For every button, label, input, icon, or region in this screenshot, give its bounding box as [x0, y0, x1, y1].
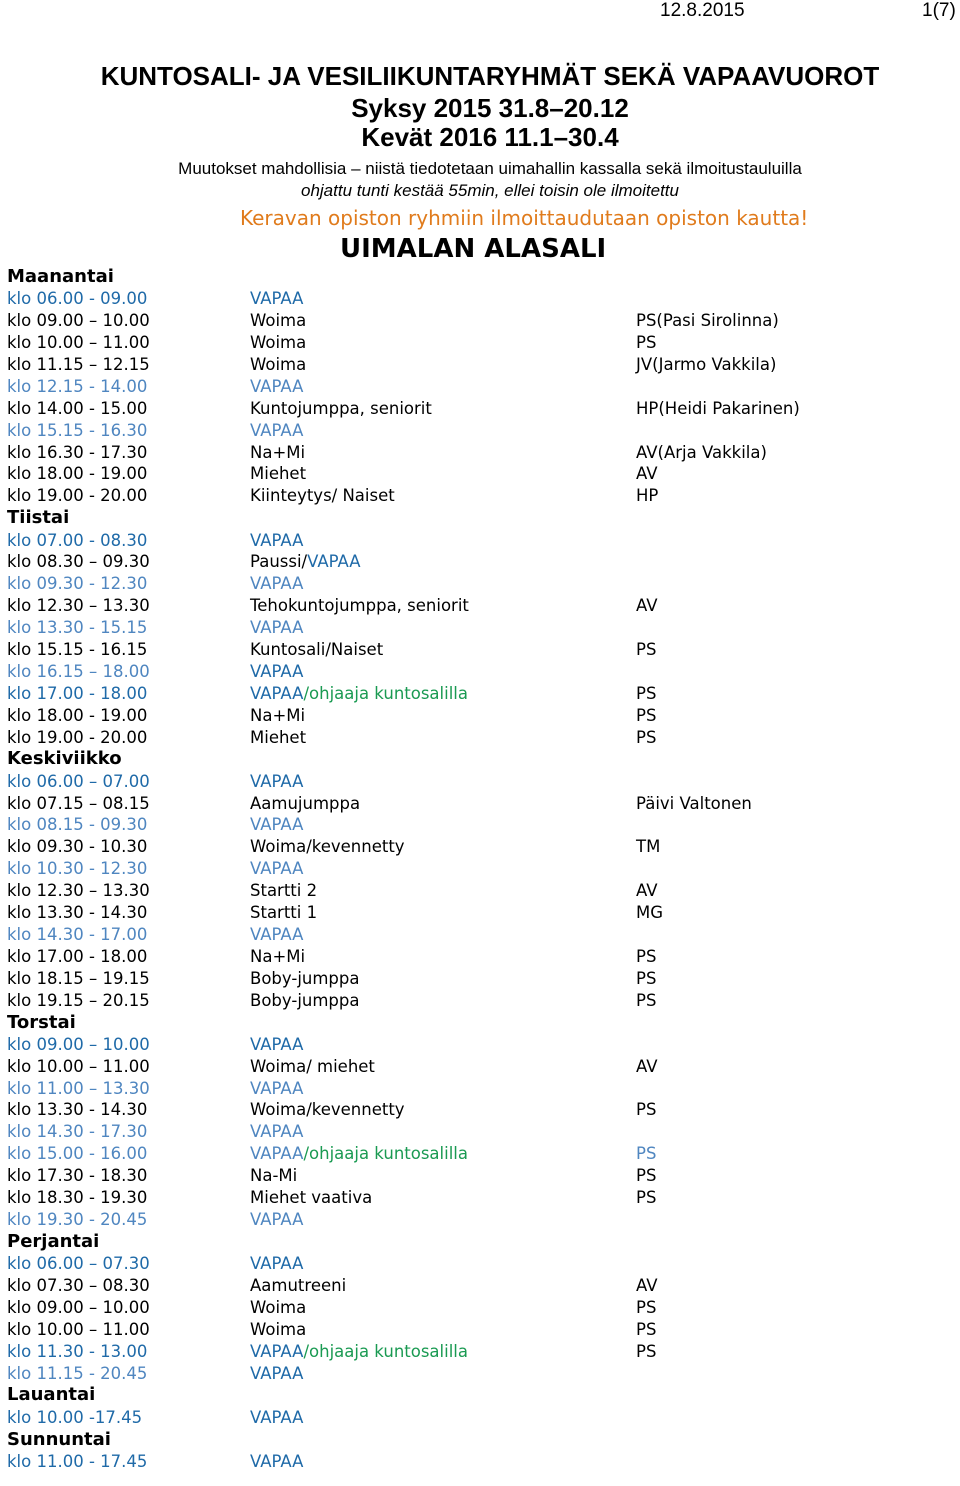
schedule-row: [7, 1143, 952, 1165]
time-slot: klo 11.00 – 13.30: [7, 1078, 150, 1098]
schedule-row: [7, 990, 952, 1012]
time-slot: klo 14.00 - 15.00: [7, 398, 148, 418]
time-slot: klo 10.00 – 11.00: [7, 1319, 150, 1339]
page-number: 1(7): [922, 0, 956, 21]
instructor: PS: [636, 333, 657, 353]
activity-cell: [250, 880, 317, 902]
schedule-row: [7, 1451, 952, 1473]
schedule-row: [7, 968, 952, 990]
time-slot: klo 17.00 - 18.00: [7, 683, 148, 703]
schedule-row: [7, 793, 952, 815]
instructor: PS: [636, 1188, 657, 1208]
time-slot: klo 09.30 - 12.30: [7, 574, 148, 594]
day-heading: Keskiviikko: [7, 748, 122, 770]
schedule-row: [7, 727, 952, 749]
activity-name: VAPAA: [250, 1078, 304, 1098]
schedule-row: [7, 1078, 952, 1100]
time-slot: klo 18.30 - 19.30: [7, 1188, 148, 1208]
changes-note: Muutokset mahdollisia – niistä tiedotetaan uimahallin kassalla sekä ilmoitustauluilla: [178, 159, 802, 178]
spring-period: Kevät 2016 11.1–30.4: [361, 122, 619, 152]
time-slot: klo 12.30 – 13.30: [7, 881, 150, 901]
instructor: PS: [636, 1100, 657, 1120]
activity-cell: [250, 376, 303, 398]
instructor: Päivi Valtonen: [636, 793, 752, 813]
activity-name: Woima: [250, 311, 307, 331]
instructor: TM: [636, 837, 661, 857]
activity-name: Miehet vaativa: [250, 1188, 373, 1208]
registration-note: Keravan opiston ryhmiin ilmoittaudutaan opiston kautta!: [240, 206, 809, 230]
schedule-row: [7, 902, 952, 924]
activity-name: Miehet: [250, 727, 307, 747]
activity-cell: [250, 332, 306, 354]
instructor: AV: [636, 1276, 658, 1295]
instructor: PS: [636, 683, 657, 703]
schedule-row: [7, 1407, 952, 1429]
activity-name: VAPAA: [250, 661, 304, 681]
schedule-row: [7, 814, 952, 836]
activity-name: Na+Mi: [250, 946, 306, 966]
time-slot: klo 09.00 – 10.00: [7, 1297, 150, 1317]
activity-cell: [250, 793, 360, 815]
activity-cell: [250, 1407, 303, 1429]
activity-cell: [250, 727, 306, 749]
activity-name: Woima/ miehet: [250, 1056, 375, 1076]
activity-cell: [250, 946, 305, 968]
activity-cell: [250, 683, 468, 705]
day-heading: Torstai: [7, 1011, 76, 1033]
time-slot: klo 15.15 - 16.15: [7, 639, 148, 659]
document-title: KUNTOSALI- JA VESILIIKUNTARYHMÄT SEKÄ VAPAAVUOROT: [100, 61, 880, 91]
instructor: AV: [636, 596, 658, 616]
activity-name: VAPAA: [250, 1254, 304, 1274]
time-slot: klo 09.00 – 10.00: [7, 1034, 150, 1054]
instructor: PS: [636, 968, 657, 988]
activity-name: Kuntosali/Naiset: [250, 639, 384, 659]
schedule-row: [7, 1165, 952, 1187]
activity-name: Kiinteytys/ Naiset: [250, 486, 395, 506]
schedule-list: [7, 266, 952, 1473]
instructor: HP(Heidi Pakarinen): [636, 398, 800, 418]
activity-name: Woima: [250, 333, 307, 353]
activity-extra: /ohjaaja kuntosalilla: [303, 1341, 468, 1361]
time-slot: klo 08.15 - 09.30: [7, 815, 148, 835]
schedule-row: [7, 1275, 952, 1297]
time-slot: klo 18.15 – 19.15: [7, 968, 150, 988]
activity-cell: [250, 1078, 303, 1100]
duration-note: ohjattu tunti kestää 55min, ellei toisin ole ilmoitettu: [301, 181, 679, 200]
activity-cell: [250, 771, 303, 793]
schedule-row: [7, 661, 952, 683]
schedule-row: [7, 1209, 952, 1231]
schedule-row: [7, 683, 952, 705]
activity-name: Startti 2: [250, 881, 318, 901]
instructor: PS: [636, 990, 657, 1010]
day-heading: Perjantai: [7, 1230, 100, 1252]
time-slot: klo 16.15 – 18.00: [7, 661, 150, 681]
activity-name: Woima/kevennetty: [250, 837, 405, 857]
schedule-row: [7, 617, 952, 639]
schedule-row: [7, 1253, 952, 1275]
schedule-row: [7, 398, 952, 420]
time-slot: klo 07.00 - 08.30: [7, 530, 148, 550]
activity-cell: [250, 1451, 303, 1473]
activity-name: VAPAA: [250, 530, 304, 550]
activity-cell: [250, 661, 303, 683]
activity-cell: [250, 1034, 303, 1056]
schedule-row: [7, 485, 952, 507]
time-slot: klo 12.15 - 14.00: [7, 376, 148, 396]
instructor: PS: [636, 639, 657, 659]
activity-name: VAPAA: [250, 618, 304, 638]
activity-cell: [250, 551, 361, 573]
activity-cell: [250, 858, 303, 880]
activity-cell: [250, 595, 469, 617]
schedule-row: [7, 332, 952, 354]
instructor: PS: [636, 1166, 657, 1186]
instructor: AV(Arja Vakkila): [636, 442, 767, 462]
activity-name: Tehokuntojumppa, seniorit: [250, 596, 469, 616]
instructor: PS: [636, 705, 657, 725]
schedule-row: [7, 420, 952, 442]
schedule-row: [7, 442, 952, 464]
schedule-row: [7, 530, 952, 552]
activity-name: VAPAA: [250, 683, 304, 703]
activity-cell: [250, 442, 305, 464]
activity-cell: [250, 1253, 303, 1275]
schedule-row: [7, 705, 952, 727]
schedule-row: [7, 595, 952, 617]
time-slot: klo 13.30 - 14.30: [7, 1100, 148, 1120]
instructor: PS: [636, 1319, 657, 1339]
schedule-row: [7, 858, 952, 880]
activity-name: Na+Mi: [250, 705, 306, 725]
activity-name: VAPAA: [250, 815, 304, 835]
activity-name: VAPAA: [250, 289, 304, 309]
schedule-row: [7, 288, 952, 310]
schedule-row: [7, 836, 952, 858]
schedule-row: [7, 924, 952, 946]
instructor: AV: [636, 464, 658, 484]
time-slot: klo 07.30 – 08.30: [7, 1276, 150, 1295]
activity-cell: [250, 705, 305, 727]
activity-name: Startti 1: [250, 903, 318, 923]
time-slot: klo 09.00 – 10.00: [7, 311, 150, 331]
activity-name: Woima/kevennetty: [250, 1100, 405, 1120]
schedule-row: [7, 310, 952, 332]
schedule-row: [7, 354, 952, 376]
time-slot: klo 06.00 - 09.00: [7, 289, 148, 309]
activity-cell: [250, 639, 383, 661]
time-slot: klo 11.30 - 13.00: [7, 1341, 148, 1361]
activity-name: VAPAA: [250, 1034, 304, 1054]
activity-name: VAPAA: [250, 1122, 304, 1142]
activity-cell: [250, 968, 360, 990]
time-slot: klo 14.30 - 17.30: [7, 1122, 148, 1142]
activity-name: Kuntojumppa, seniorit: [250, 398, 432, 418]
time-slot: klo 17.30 - 18.30: [7, 1166, 148, 1186]
activity-name: Miehet: [250, 464, 307, 484]
activity-cell: [250, 463, 306, 485]
schedule-row: [7, 1121, 952, 1143]
activity-cell: [250, 1121, 303, 1143]
schedule-row: [7, 463, 952, 485]
activity-cell: [250, 990, 360, 1012]
instructor: MG: [636, 903, 664, 923]
activity-name: VAPAA: [250, 859, 304, 879]
schedule-row: [7, 1034, 952, 1056]
schedule-row: [7, 1297, 952, 1319]
activity-name: VAPAA: [250, 574, 304, 594]
activity-cell: [250, 573, 303, 595]
activity-cell: [250, 530, 303, 552]
activity-name: VAPAA: [250, 1144, 304, 1164]
activity-cell: [250, 1056, 375, 1078]
activity-name: Aamutreeni: [250, 1276, 347, 1295]
activity-cell: [250, 1319, 306, 1341]
activity-cell: [250, 310, 306, 332]
day-heading: Tiistai: [7, 507, 70, 529]
schedule-row: [7, 376, 952, 398]
instructor: PS: [636, 946, 657, 966]
instructor: PS: [636, 727, 657, 747]
time-slot: klo 10.30 - 12.30: [7, 859, 148, 879]
activity-cell: [250, 1297, 306, 1319]
instructor: AV: [636, 1056, 658, 1076]
activity-name: VAPAA: [250, 771, 304, 791]
instructor: PS: [636, 1341, 657, 1361]
pool-section-title: UIMALAN ALASALI: [340, 234, 607, 264]
time-slot: klo 08.30 – 09.30: [7, 552, 150, 572]
time-slot: klo 10.00 – 11.00: [7, 1056, 150, 1076]
time-slot: klo 18.00 - 19.00: [7, 464, 148, 484]
activity-extra: /ohjaaja kuntosalilla: [303, 1144, 468, 1164]
activity-cell: [250, 288, 303, 310]
schedule-row: [7, 1099, 952, 1121]
schedule-row: [7, 551, 952, 573]
activity-name: Boby-jumppa: [250, 990, 360, 1010]
activity-name: VAPAA: [250, 1363, 304, 1383]
time-slot: klo 07.15 – 08.15: [7, 793, 150, 813]
activity-cell: [250, 420, 303, 442]
time-slot: klo 11.15 - 20.45: [7, 1363, 148, 1383]
time-slot: klo 13.30 - 15.15: [7, 618, 148, 638]
time-slot: klo 09.30 - 10.30: [7, 837, 148, 857]
time-slot: klo 06.00 – 07.00: [7, 771, 150, 791]
day-heading: Sunnuntai: [7, 1428, 111, 1450]
schedule-row: [7, 573, 952, 595]
activity-cell: [250, 924, 303, 946]
instructor: PS: [636, 1297, 657, 1317]
schedule-row: [7, 1319, 952, 1341]
activity-cell: [250, 1341, 468, 1363]
schedule-row: [7, 1363, 952, 1385]
activity-name: VAPAA: [250, 924, 304, 944]
activity-name: VAPAA: [250, 1209, 304, 1229]
schedule-row: [7, 771, 952, 793]
schedule-row: [7, 1187, 952, 1209]
instructor: PS: [636, 1144, 657, 1164]
time-slot: klo 19.00 - 20.00: [7, 727, 148, 747]
time-slot: klo 19.00 - 20.00: [7, 486, 148, 506]
activity-name: Woima: [250, 354, 307, 374]
activity-extra: /ohjaaja kuntosalilla: [303, 683, 468, 703]
time-slot: klo 19.30 - 20.45: [7, 1209, 148, 1229]
time-slot: klo 14.30 - 17.00: [7, 924, 148, 944]
activity-cell: [250, 1363, 303, 1385]
time-slot: klo 18.00 - 19.00: [7, 705, 148, 725]
document-date: 12.8.2015: [660, 0, 745, 21]
time-slot: klo 19.15 – 20.15: [7, 990, 150, 1010]
activity-cell: [250, 1165, 297, 1187]
activity-name: Paussi/: [250, 552, 308, 572]
activity-cell: [250, 354, 306, 376]
activity-name: Aamujumppa: [250, 793, 361, 813]
activity-name: VAPAA: [250, 1451, 304, 1471]
activity-cell: [250, 617, 303, 639]
activity-name: Woima: [250, 1297, 307, 1317]
activity-cell: [250, 1143, 468, 1165]
activity-cell: [250, 814, 303, 836]
activity-cell: [250, 485, 395, 507]
activity-cell: [250, 836, 405, 858]
time-slot: klo 11.00 - 17.45: [7, 1451, 148, 1471]
activity-name: VAPAA: [250, 1341, 304, 1361]
activity-cell: [250, 1187, 372, 1209]
schedule-row: [7, 946, 952, 968]
activity-cell: [250, 902, 317, 924]
day-heading: Lauantai: [7, 1384, 96, 1406]
time-slot: klo 15.15 - 16.30: [7, 420, 148, 440]
autumn-period: Syksy 2015 31.8–20.12: [351, 93, 629, 123]
schedule-row: [7, 1056, 952, 1078]
time-slot: klo 06.00 – 07.30: [7, 1254, 150, 1274]
schedule-row: [7, 880, 952, 902]
activity-cell: [250, 1209, 303, 1231]
activity-name: Na-Mi: [250, 1166, 298, 1186]
activity-name: VAPAA: [250, 1407, 304, 1427]
activity-name: Na+Mi: [250, 442, 306, 462]
time-slot: klo 10.00 -17.45: [7, 1407, 143, 1427]
schedule-row: [7, 1341, 952, 1363]
activity-extra: VAPAA: [307, 552, 361, 572]
time-slot: klo 13.30 - 14.30: [7, 903, 148, 923]
activity-name: Woima: [250, 1319, 307, 1339]
day-heading: Maanantai: [7, 266, 114, 287]
instructor: HP: [636, 486, 659, 506]
time-slot: klo 10.00 – 11.00: [7, 333, 150, 353]
time-slot: klo 15.00 - 16.00: [7, 1144, 148, 1164]
time-slot: klo 16.30 - 17.30: [7, 442, 148, 462]
schedule-row: [7, 639, 952, 661]
activity-name: Boby-jumppa: [250, 968, 360, 988]
activity-name: VAPAA: [250, 420, 304, 440]
activity-name: VAPAA: [250, 376, 304, 396]
instructor: JV(Jarmo Vakkila): [636, 354, 777, 374]
time-slot: klo 12.30 – 13.30: [7, 596, 150, 616]
activity-cell: [250, 1099, 405, 1121]
time-slot: klo 17.00 - 18.00: [7, 946, 148, 966]
instructor: PS(Pasi Sirolinna): [636, 311, 779, 331]
instructor: AV: [636, 881, 658, 901]
activity-cell: [250, 398, 432, 420]
time-slot: klo 11.15 – 12.15: [7, 354, 150, 374]
activity-cell: [250, 1275, 346, 1297]
